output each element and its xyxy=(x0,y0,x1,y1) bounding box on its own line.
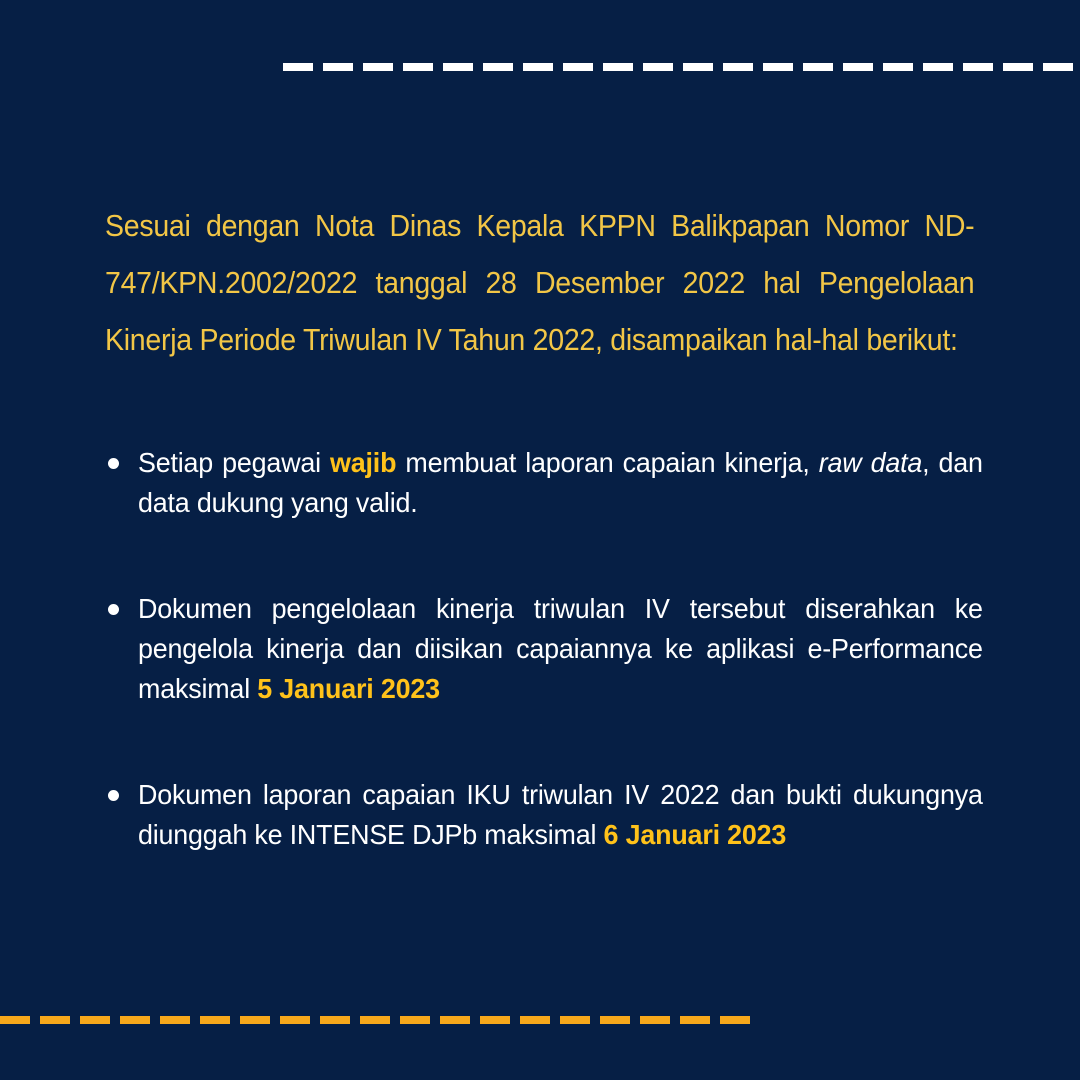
bullet-2-text-a: Dokumen pengelolaan kinerja triwulan IV tersebut diserahkan ke pengelola kinerja dan diisikan capaiannya ke aplikasi e-Performance maksimal xyxy=(138,593,983,704)
bullet-1-highlight: wajib xyxy=(330,447,397,478)
bullet-2-highlight: 5 Januari 2023 xyxy=(257,673,440,704)
bullet-3-text-a: Dokumen laporan capaian IKU triwulan IV 2022 dan bukti dukungnya diunggah ke INTENSE DJPb maksimal xyxy=(138,779,983,850)
intro-paragraph: Sesuai dengan Nota Dinas Kepala KPPN Balikpapan Nomor ND-747/KPN.2002/2022 tanggal 28 Desember 2022 hal Pengelolaan Kinerja Periode Triwulan IV Tahun 2022, disampaikan hal-hal berikut: xyxy=(105,208,975,357)
bottom-dashed-line xyxy=(0,1016,752,1024)
bullet-item-1 xyxy=(105,443,985,523)
bullet-item-2 xyxy=(105,589,985,709)
bullet-text-2 xyxy=(138,589,983,709)
bullet-1-text-a: Setiap pegawai xyxy=(138,447,331,478)
bullet-1-text-b: membuat laporan capaian kinerja, xyxy=(396,447,819,478)
top-dashed-line xyxy=(283,63,1080,71)
bullet-1-italic: raw data xyxy=(818,447,923,478)
bullet-1-text-c: , dan data dukung yang valid. xyxy=(138,447,983,518)
bullet-list xyxy=(105,443,985,921)
bullet-text-1 xyxy=(138,443,983,523)
bullet-dot-icon xyxy=(108,604,119,615)
bullet-text-3 xyxy=(138,775,983,855)
bullet-3-highlight: 6 Januari 2023 xyxy=(603,819,787,850)
bullet-item-3 xyxy=(105,775,985,855)
bullet-dot-icon xyxy=(108,458,119,469)
bullet-dot-icon xyxy=(108,790,119,801)
